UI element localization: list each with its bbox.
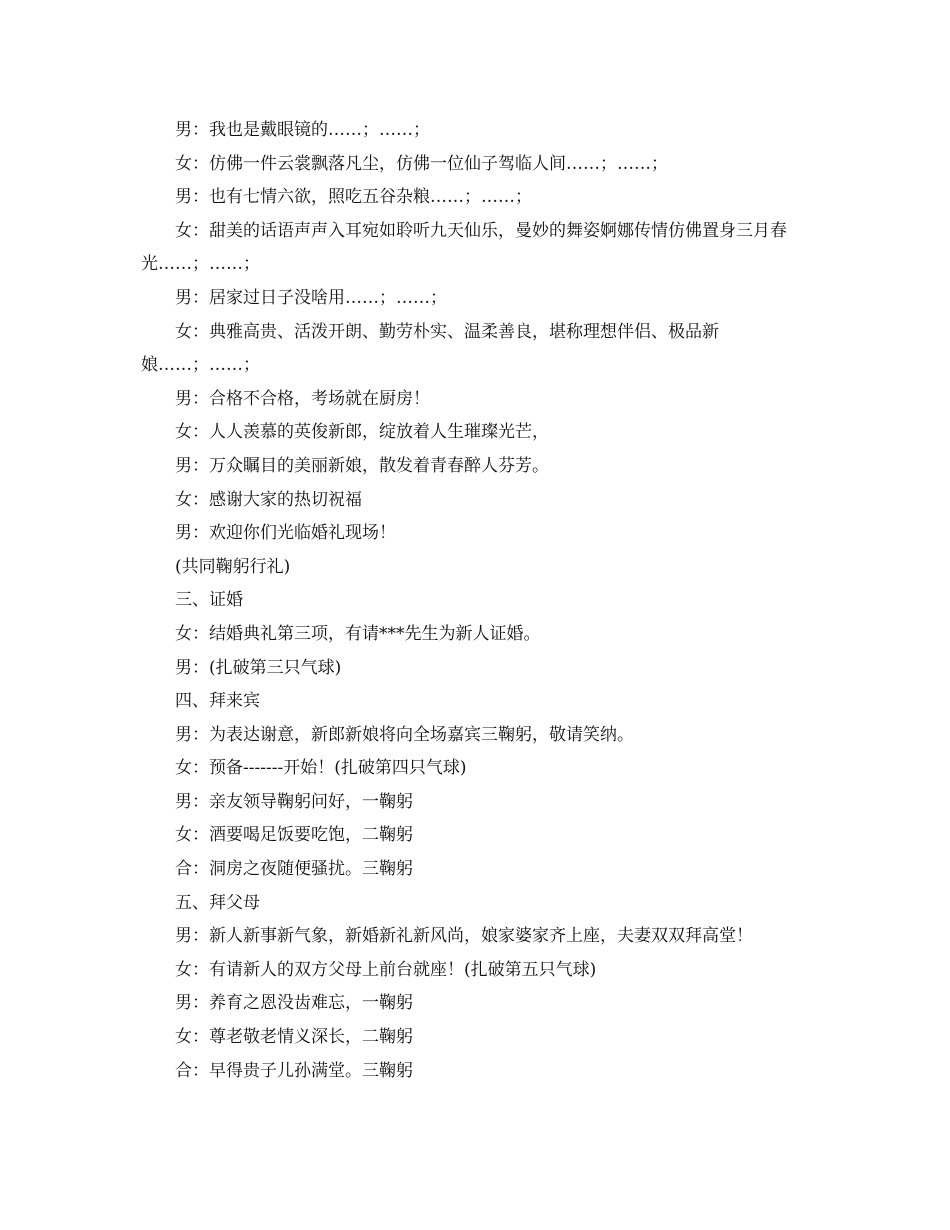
dialogue-line: 女：预备-------开始！(扎破第四只气球) xyxy=(175,758,467,779)
dialogue-line: 男：万众瞩目的美丽新娘，散发着青春醉人芬芳。 xyxy=(175,455,549,476)
dialogue-line: 男：我也是戴眼镜的……；……； xyxy=(175,120,430,140)
dialogue-line: 男：欢迎你们光临婚礼现场！ xyxy=(175,523,396,544)
dialogue-line: 女：甜美的话语声声入耳宛如聆听九天仙乐，曼妙的舞姿婀娜传情仿佛置身三月春光……；……； xyxy=(141,220,787,275)
section-heading: 三、证婚 xyxy=(175,590,243,611)
section-heading: 四、拜来宾 xyxy=(175,691,260,712)
dialogue-line: 女：仿佛一件云裳飘落凡尘，仿佛一位仙子驾临人间……；……； xyxy=(175,153,668,174)
stage-direction: (共同鞠躬行礼) xyxy=(175,556,291,577)
dialogue-line: 男：(扎破第三只气球) xyxy=(175,657,342,678)
document-body xyxy=(141,114,817,1088)
dialogue-line: 男：新人新事新气象，新婚新礼新风尚，娘家婆家齐上座，夫妻双双拜高堂！ xyxy=(175,926,753,947)
dialogue-line: 女：典雅高贵、活泼开朗、勤劳朴实、温柔善良，堪称理想伴侣、极品新娘……；……； xyxy=(141,321,719,376)
dialogue-line: 合：早得贵子儿孙满堂。三鞠躬 xyxy=(175,1060,413,1081)
dialogue-line: 女：结婚典礼第三项，有请***先生为新人证婚。 xyxy=(175,623,541,644)
dialogue-line: 女：人人羡慕的英俊新郎，绽放着人生璀璨光芒， xyxy=(175,422,549,443)
dialogue-line: 男：为表达谢意，新郎新娘将向全场嘉宾三鞠躬，敬请笑纳。 xyxy=(175,724,634,745)
dialogue-line: 女：有请新人的双方父母上前台就座！(扎破第五只气球) xyxy=(175,959,597,980)
dialogue-line: 女：酒要喝足饭要吃饱，二鞠躬 xyxy=(175,825,413,846)
dialogue-line: 男：养育之恩没齿难忘，一鞠躬 xyxy=(175,993,413,1014)
dialogue-line: 合：洞房之夜随便骚扰。三鞠躬 xyxy=(175,859,413,880)
section-heading: 五、拜父母 xyxy=(175,892,260,913)
dialogue-line: 男：合格不合格，考场就在厨房！ xyxy=(175,388,430,409)
dialogue-line: 男：亲友领导鞠躬问好，一鞠躬 xyxy=(175,791,413,812)
dialogue-line: 男：居家过日子没啥用……；……； xyxy=(175,287,447,308)
dialogue-line: 女：感谢大家的热切祝福 xyxy=(175,489,362,510)
dialogue-line: 男：也有七情六欲，照吃五谷杂粮……；……； xyxy=(175,187,532,208)
dialogue-line: 女：尊老敬老情义深长，二鞠躬 xyxy=(175,1027,413,1048)
